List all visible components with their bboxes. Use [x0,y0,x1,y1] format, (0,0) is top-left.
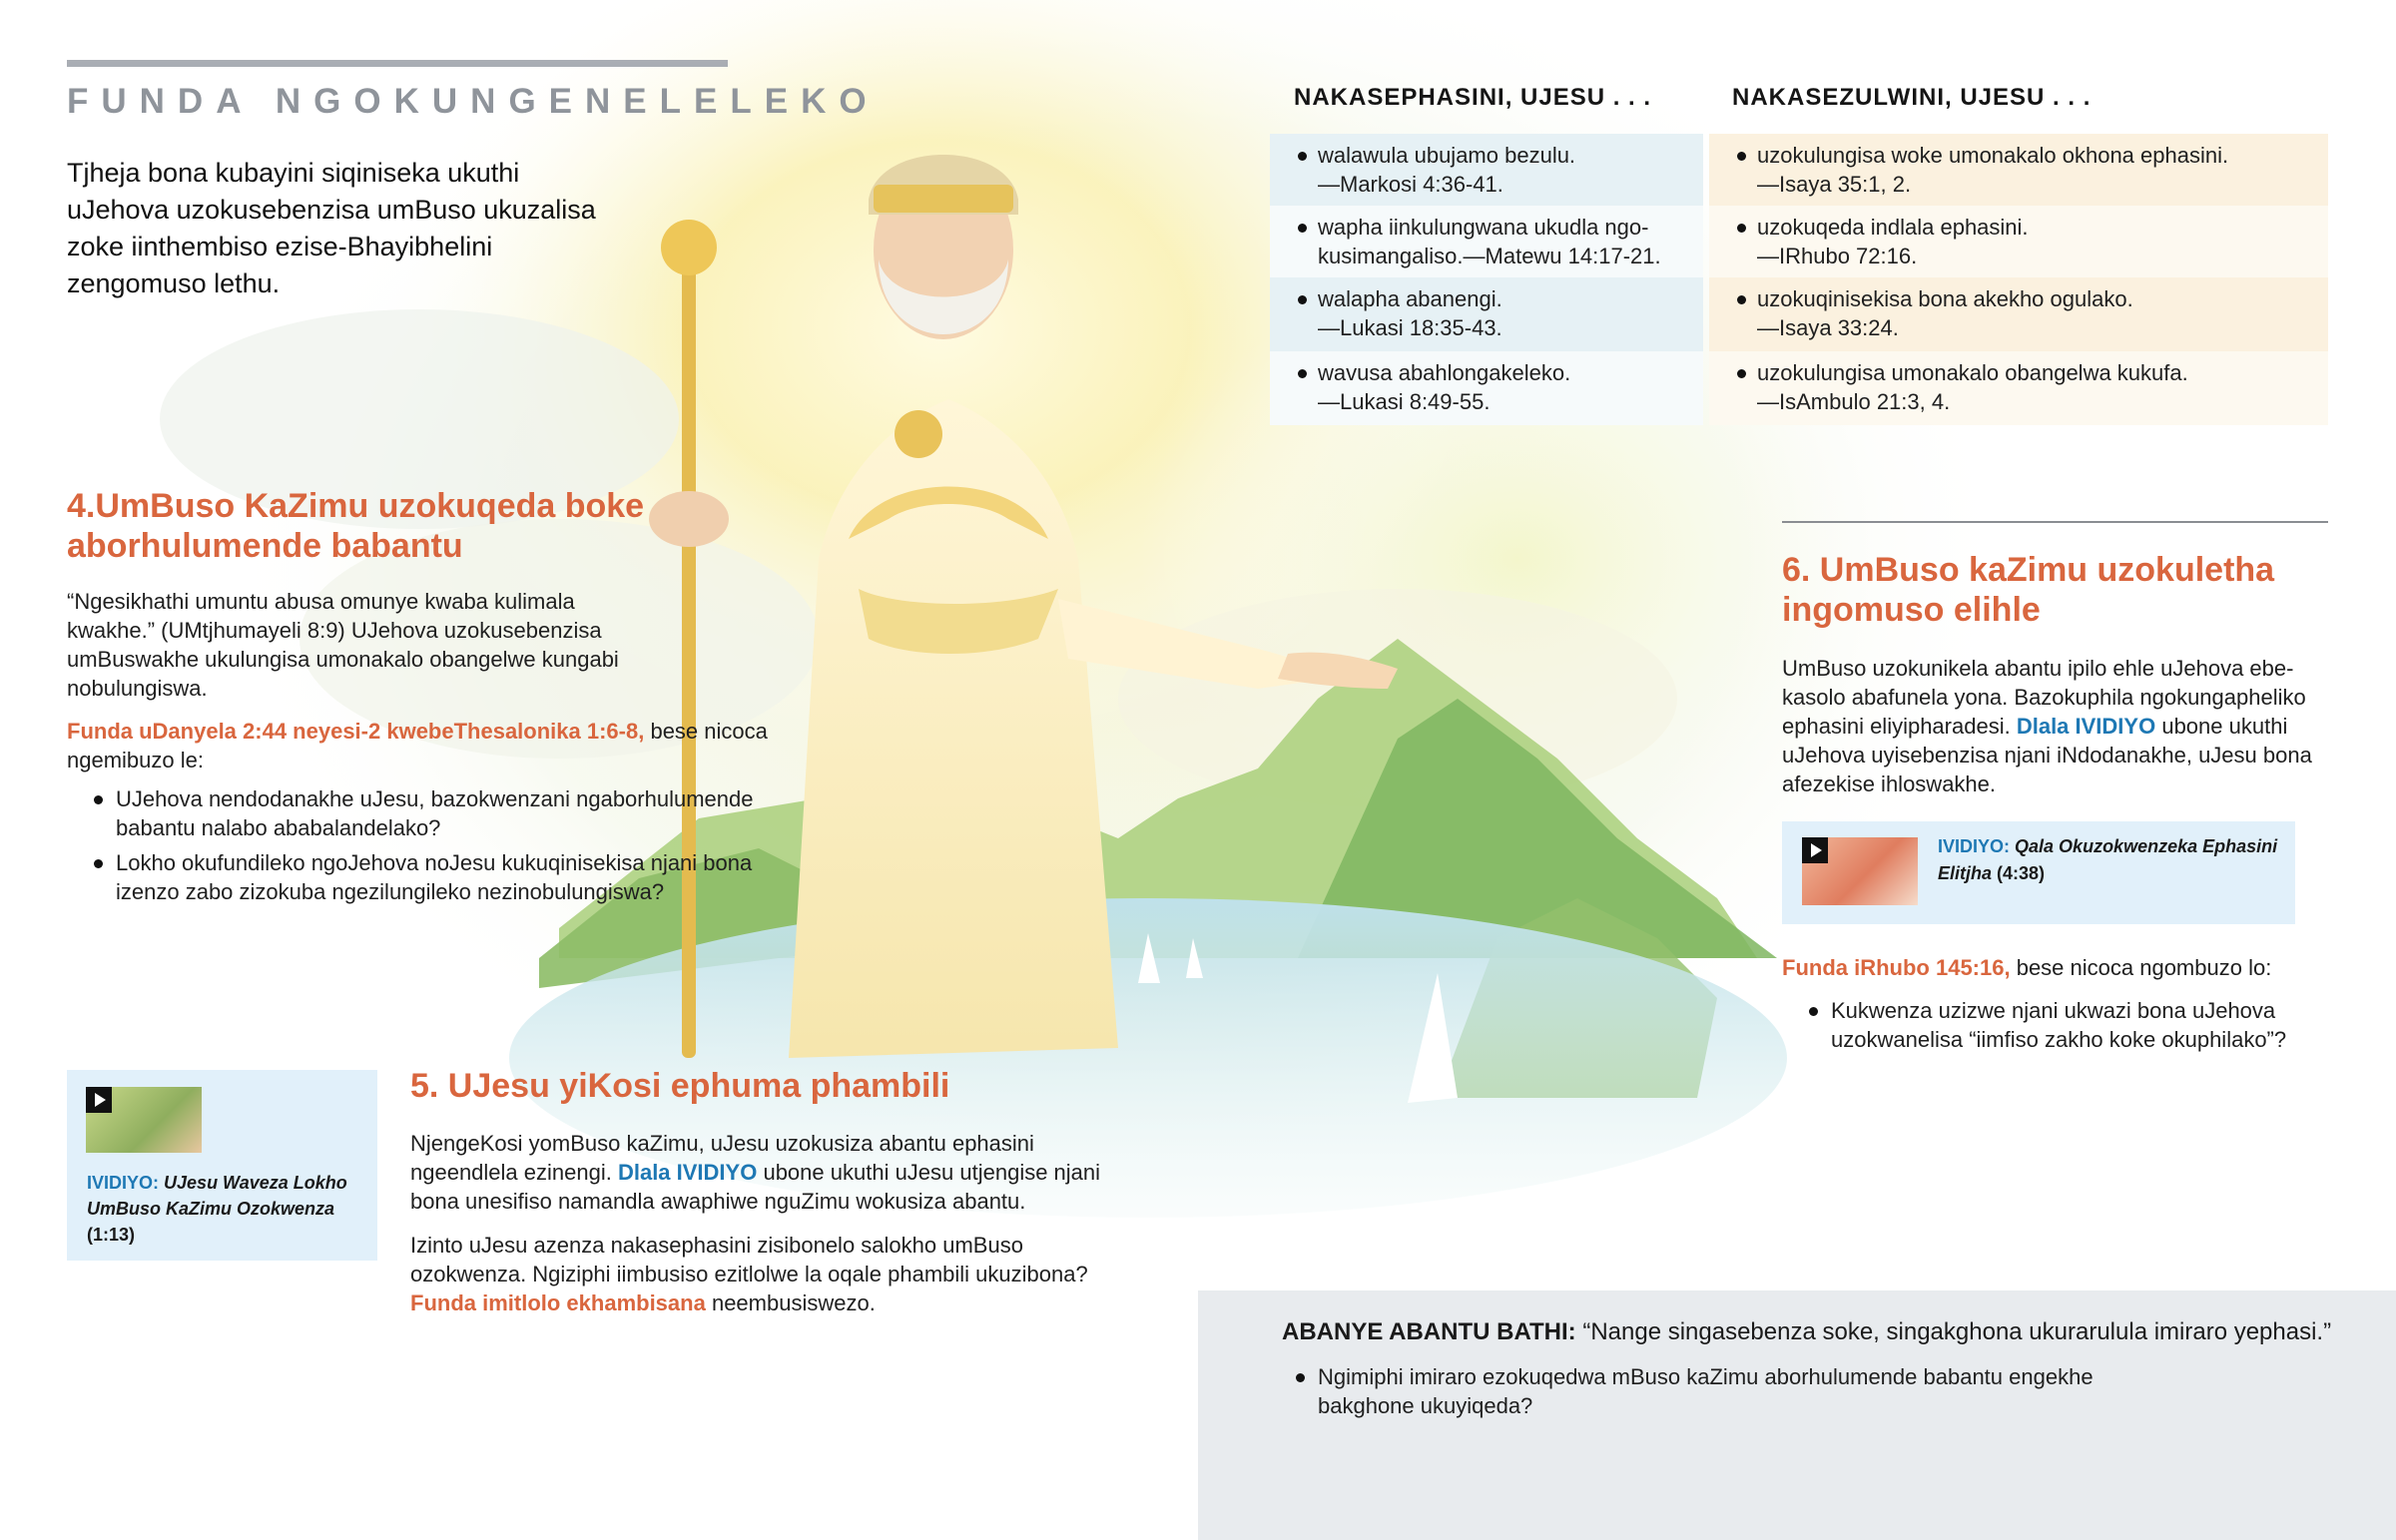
table-row [1733,277,2322,342]
section6-p1 [1782,654,2321,798]
video-thumbnail[interactable] [86,1087,202,1153]
play-icon[interactable] [1802,837,1828,863]
section6-read [1782,953,2341,982]
earth-column [1270,134,1703,425]
section4-quote: “Ngesikhathi umuntu abusa omunye kwaba kulimala kwakhe.” (UMtjhumayeli 8:9) UJehova uzokusebenzisa umBuswakhe ukulungisa umonakalo obangelwe kungabi nobulungiswa. [67,589,619,701]
scripture-link[interactable]: Funda imitlolo ekhambisana [410,1290,706,1315]
section4-read [67,717,806,774]
row-ref: —Isaya 35:1, 2. [1757,172,1912,197]
video-card[interactable] [67,1070,377,1261]
question-item: Lokho okufundileko ngoJehova noJesu kukuqinisekisa njani bona izenzo zabo zizokuba ngezilungileko nezinobulungiswa? [92,848,791,906]
col-heaven-heading: NAKASEZULWINI, UJESU . . . [1732,84,2092,111]
read-instruction: bese nicoca ngemibuzo le: [67,719,768,772]
section4-heading: 4.UmBuso KaZimu uzokuqeda boke aborhulumende babantu [67,487,645,565]
p2-text: Izinto uJesu azenza nakasephasini zisibonelo salokho umBuso ozokwenza. Ngiziphi iimbusiso ezitlolwe la oqale phambili ukuzibona? [410,1233,1088,1286]
p2-text: neembusiswezo. [705,1290,876,1315]
section-heading: FUNDA NGOKUNGENELELEKO [67,82,880,121]
scripture-link[interactable]: Funda iRhubo 145:16, [1782,955,2011,980]
section6-rule [1782,521,2328,523]
others-say-box [1198,1290,2396,1540]
row-ref: —Isaya 33:24. [1757,315,1899,340]
section6-questions [1807,996,2326,1054]
section6-heading: 6. UmBuso kaZimu uzokuletha ingomuso elihle [1782,551,2275,629]
scripture-link[interactable]: Funda uDanyela 2:44 neyesi-2 kwebeThesalonika 1:6-8, [67,719,645,744]
play-video-link[interactable]: Dlala IVIDIYO [617,1160,758,1185]
question-item: Ngimiphi imiraro ezokuqedwa mBuso kaZimu aborhulumende babantu engekhe bakghone ukuyiqeda? [1294,1362,2152,1420]
video-label: IVIDIYO: [1938,836,2011,856]
p1-text: ubone ukuthi uJesu utjengise njani bona unesifiso namandla awaphiwe nguZimu wokusiza abantu. [410,1160,1101,1214]
video-caption [1938,833,2287,887]
col-earth-heading: NAKASEPHASINI, UJESU . . . [1294,84,1652,111]
video-label: IVIDIYO: [87,1173,160,1193]
row-text: walapha abanengi. [1318,286,1502,311]
row-ref: —IsAmbulo 21:3, 4. [1757,389,1951,414]
video-thumbnail[interactable] [1802,837,1918,905]
table-row [1294,206,1693,270]
row-ref: —Lukasi 8:49-55. [1318,389,1491,414]
question-item: Kukwenza uzizwe njani ukwazi bona uJehova uzokwanelisa “iimfiso zakho koke okuphilako”? [1807,996,2326,1054]
table-row [1294,134,1693,199]
video-card[interactable] [1782,821,2295,924]
section5-p1 [410,1129,1119,1216]
table-row [1294,277,1693,342]
row-text: wapha iinkulungwana ukudla ngo-kusimangaliso.—Matewu 14:17-21. [1318,215,1661,268]
video-caption [87,1170,366,1248]
read-instruction: bese nicoca ngombuzo lo: [2010,955,2272,980]
row-text: wavusa abahlongakeleko. [1318,360,1571,385]
heaven-column [1709,134,2328,425]
row-ref: —Lukasi 18:35-43. [1318,315,1502,340]
row-ref: —IRhubo 72:16. [1757,244,1918,268]
table-row [1733,206,2322,270]
row-text: uzokuqeda indlala ephasini. [1757,215,2029,240]
p1-text: NjengeKosi yomBuso kaZimu, uJesu uzokusiza abantu ephasini ngeendlela ezinengi. [410,1131,1034,1185]
p1-text: ubone ukuthi uJehova uyisebenzisa njani iNdodanakhe, uJesu bona afezekise ihloswakhe. [1782,714,2312,796]
row-text: uzokulungisa umonakalo obangelwa kukufa. [1757,360,2188,385]
section5-p2 [410,1231,1119,1317]
row-text: walawula ubujamo bezulu. [1318,143,1576,168]
video-duration: (4:38) [1997,863,2046,883]
p1-text: UmBuso uzokunikela abantu ipilo ehle uJehova ebe-kasolo abafunela yona. Bazokuphila ngokungapheliko ephasini eliyipharadesi. [1782,656,2306,739]
section4-questions [92,784,791,906]
intro-text: Tjheja bona kubayini siqiniseka ukuthi uJehova uzokusebenzisa umBuso ukuzalisa zoke iinthembiso ezise-Bhayibhelini zengomuso lethu. [67,158,596,298]
play-video-link[interactable]: Dlala IVIDIYO [2016,714,2156,739]
row-text: uzokuqinisekisa bona akekho ogulako. [1757,286,2133,311]
header-rule [67,60,728,67]
others-say-line [1282,1316,2380,1348]
others-say-quote: “Nange singasebenza soke, singakghona ukurarulula imiraro yephasi.” [1575,1318,2332,1345]
section5-heading: 5. UJesu yiKosi ephuma phambili [410,1067,950,1105]
row-ref: —Markosi 4:36-41. [1318,172,1503,197]
video-title[interactable]: Qala Okuzokwenzeka Ephasini Elitjha [1938,836,2278,883]
question-item: UJehova nendodanakhe uJesu, bazokwenzani ngaborhulumende babantu nalabo ababalandelako? [92,784,791,842]
others-say-questions [1294,1362,2152,1420]
table-row [1294,351,1693,416]
video-duration: (1:13) [87,1225,136,1245]
video-title[interactable]: UJesu Waveza Lokho UmBuso KaZimu Ozokwenza [87,1173,347,1219]
play-icon[interactable] [86,1087,112,1113]
table-row [1733,351,2322,416]
others-say-label: ABANYE ABANTU BATHI: [1282,1318,1576,1345]
table-row [1733,134,2322,199]
row-text: uzokulungisa woke umonakalo okhona ephasini. [1757,143,2229,168]
